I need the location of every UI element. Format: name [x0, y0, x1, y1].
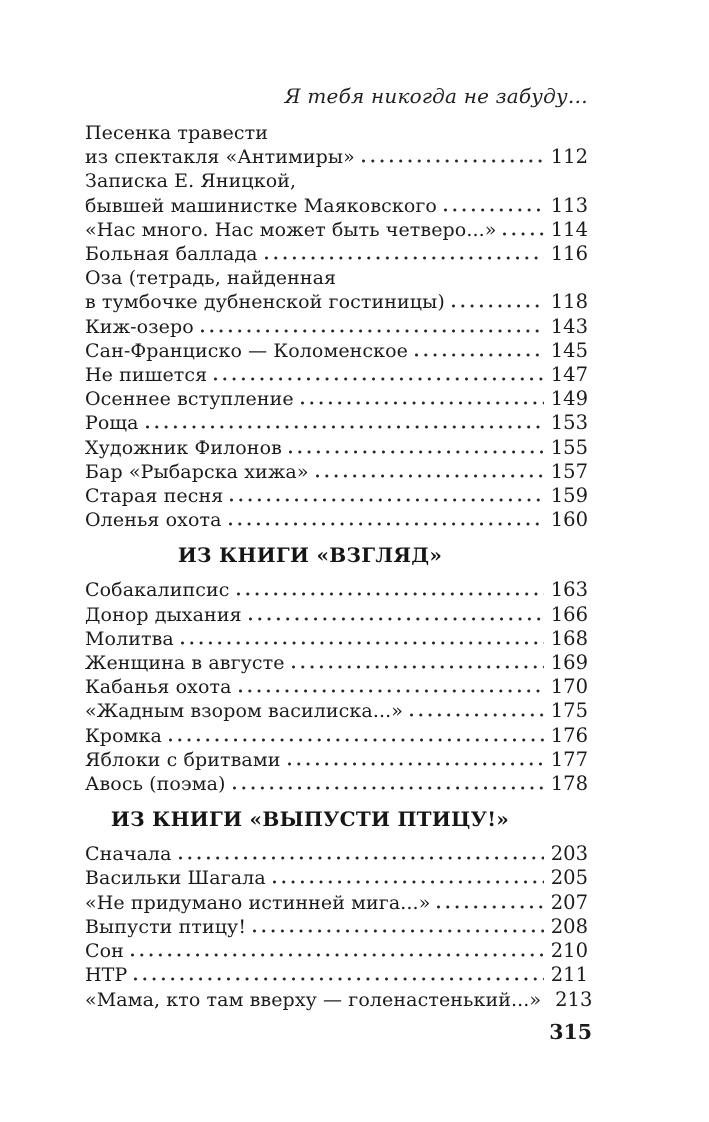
toc-entry-page-number: 170 [550, 675, 588, 699]
toc-entry-page-number: 203 [550, 842, 588, 866]
dot-leader [214, 377, 544, 381]
section-heading: ИЗ КНИГИ «ВЗГЛЯД» [177, 543, 443, 568]
toc-entry-title: бывшей машинистке Маяковского [85, 194, 437, 217]
toc-entry [85, 387, 588, 411]
toc-entry-title: Бар «Рыбарска хижа» [85, 460, 309, 483]
toc-entry-line [85, 411, 588, 435]
toc-entry [85, 915, 588, 939]
toc-entry-title: Художник Филонов [85, 436, 282, 459]
toc-entry [85, 939, 588, 963]
toc-entry-title: Кромка [85, 724, 162, 747]
toc-entry-line [85, 987, 593, 1012]
dot-leader [146, 425, 544, 429]
toc-entry-line [85, 939, 588, 963]
text-block [85, 84, 593, 1012]
toc-entry-page-number: 149 [550, 387, 588, 411]
toc-entry-page-number: 169 [550, 651, 588, 675]
dot-leader [230, 498, 543, 502]
toc-entry [85, 675, 588, 699]
toc-entry [85, 772, 588, 796]
toc-entry-line [85, 363, 588, 387]
toc-entry [85, 460, 588, 484]
toc-entry-title: Оза (тетрадь, найденная [85, 267, 337, 290]
toc-entry [85, 724, 588, 748]
toc-entry-page-number: 155 [550, 435, 588, 459]
toc-entry [85, 891, 588, 915]
toc-entry [85, 987, 593, 1012]
running-header: Я тебя никогда не забуду… [284, 84, 588, 108]
toc-entry-page-number: 116 [550, 242, 588, 266]
toc-entry [85, 169, 588, 217]
dot-leader [437, 905, 543, 909]
toc-entry-page-number: 211 [550, 963, 588, 987]
toc-entry [85, 651, 588, 675]
toc-entry-page-number: 143 [550, 314, 588, 338]
toc-entry-title: Больная баллада [85, 243, 258, 266]
toc-entry-line [85, 121, 588, 145]
toc-entry-title: Молитва [85, 627, 174, 650]
toc-entry [85, 866, 588, 890]
toc-entry-title: Старая песня [85, 485, 224, 508]
dot-leader [249, 617, 544, 621]
toc-entry-line [85, 675, 588, 699]
toc-entry [85, 363, 588, 387]
toc-entry-line [85, 748, 588, 772]
toc-entry-page-number: 114 [550, 217, 588, 241]
toc-entry-title: Киж-озеро [85, 315, 194, 338]
toc-entry-line [85, 578, 588, 602]
toc-entry [85, 508, 588, 532]
dot-leader [292, 665, 544, 669]
toc-entry-page-number: 177 [550, 747, 588, 771]
toc-entry-title: Донор дыхания [85, 603, 242, 626]
toc-entry-page-number: 118 [550, 290, 588, 314]
toc-entry-line [85, 891, 588, 915]
toc-entry-line [85, 724, 588, 748]
toc-entry-line [85, 915, 588, 939]
toc-entry-line [85, 339, 588, 363]
dot-leader [229, 522, 544, 526]
dot-leader [131, 953, 544, 957]
toc-entry-title: Сон [85, 940, 124, 963]
toc-entry [85, 963, 588, 987]
dot-leader [273, 880, 544, 884]
dot-leader [415, 353, 544, 357]
toc-entry-line [85, 603, 588, 627]
toc-entry-page-number: 178 [550, 772, 588, 796]
toc-entry-line [85, 266, 588, 290]
toc-entry [85, 699, 588, 723]
toc-entry-page-number: 147 [550, 363, 588, 387]
toc-entry-line [85, 218, 588, 242]
toc-entry-line [85, 387, 588, 411]
toc-entry-page-number: 166 [550, 602, 588, 626]
dot-leader [301, 401, 544, 405]
toc-entry-page-number: 160 [550, 508, 588, 532]
dot-leader [169, 738, 544, 742]
toc-entry-page-number: 207 [550, 890, 588, 914]
toc-entry [85, 436, 588, 460]
dot-leader [265, 256, 544, 260]
toc-entry-page-number: 159 [550, 484, 588, 508]
toc-entry-title: «Жадным взором василиска...» [85, 700, 403, 723]
toc-entry [85, 578, 588, 602]
toc-entry-page-number: 205 [550, 866, 588, 890]
dot-leader [181, 641, 544, 645]
toc-entry-page-number: 163 [550, 578, 588, 602]
toc-entry-title: Выпусти птицу! [85, 915, 247, 938]
toc-entry-line [85, 460, 588, 484]
dot-leader [237, 592, 544, 596]
toc-entry-page-number: 157 [550, 459, 588, 483]
toc-entry-title: Собакалипсис [85, 579, 230, 602]
dot-leader [362, 159, 544, 163]
toc-entry-page-number: 175 [550, 699, 588, 723]
toc-entry-line [85, 315, 588, 339]
toc-entry-line [85, 842, 588, 866]
toc-entry-page-number: 213 [555, 987, 593, 1011]
toc-entry [85, 339, 588, 363]
toc-entry [85, 627, 588, 651]
toc-entry-line [85, 290, 588, 314]
toc-entry-line [85, 169, 588, 193]
toc-entry-page-number: 168 [550, 626, 588, 650]
toc-entry-line [85, 963, 588, 987]
toc-entry-title: «Мама, кто там вверху — голенастенький...» [85, 988, 542, 1011]
toc-entry-line [85, 436, 588, 460]
toc-entry-page-number: 145 [550, 338, 588, 362]
toc-entry-title: Авось (поэма) [85, 773, 226, 796]
toc-entry-title: Осеннее вступление [85, 388, 294, 411]
dot-leader [316, 474, 544, 478]
toc-entry-title: Записка Е. Яницкой, [85, 170, 297, 193]
toc-entry-line [85, 866, 588, 890]
section-heading: ИЗ КНИГИ «ВЫПУСТИ ПТИЦУ!» [110, 807, 510, 832]
toc-entry-title: Васильки Шагала [85, 867, 266, 890]
toc-entry-title: Кабанья охота [85, 676, 232, 699]
toc-entry-title: в тумбочке дубненской гостиницы) [85, 291, 445, 314]
toc-entry-page-number: 176 [550, 723, 588, 747]
toc-entry-line [85, 651, 588, 675]
toc-entry-title: «Не придумано истинней мига...» [85, 891, 431, 914]
dot-leader [134, 977, 543, 981]
toc-entry-title: Песенка травести [85, 122, 268, 144]
dot-leader [444, 208, 544, 212]
dot-leader [288, 762, 544, 766]
toc-entry [85, 484, 588, 508]
dot-leader [179, 856, 544, 860]
toc-entry-title: Сан-Франциско — Коломенское [85, 339, 409, 362]
toc-entry-page-number: 153 [550, 411, 588, 435]
toc-entry-title: Не пишется [85, 364, 208, 387]
dot-leader [452, 304, 544, 308]
toc-entry-line [85, 194, 588, 218]
toc-entry-title: НТР [85, 964, 128, 987]
toc-entry [85, 218, 588, 242]
toc-entry-title: Женщина в августе [85, 652, 285, 675]
toc-entry-line [85, 627, 588, 651]
dot-leader [239, 689, 544, 693]
toc-entry [85, 842, 588, 866]
toc-entry-line [85, 772, 588, 796]
toc-entry-title: Оленья охота [85, 509, 222, 532]
table-of-contents [85, 121, 593, 1012]
toc-entry [85, 748, 588, 772]
toc-entry-title: «Нас много. Нас может быть четверо...» [85, 218, 497, 241]
toc-entry-title: Роща [85, 412, 139, 435]
toc-entry [85, 411, 588, 435]
page-number: 315 [549, 1020, 592, 1044]
dot-leader [410, 713, 544, 717]
dot-leader [289, 450, 544, 454]
toc-entry-page-number: 112 [550, 145, 588, 169]
toc-entry [85, 266, 588, 314]
dot-leader [233, 786, 544, 790]
toc-entry [85, 242, 588, 266]
dot-leader [253, 929, 544, 933]
toc-entry-title: Сначала [85, 843, 172, 866]
toc-entry-line [85, 484, 588, 508]
dot-leader [201, 329, 544, 333]
toc-entry [85, 603, 588, 627]
dot-leader [503, 232, 543, 236]
toc-entry [85, 315, 588, 339]
toc-entry-line [85, 242, 588, 266]
toc-entry-page-number: 113 [550, 193, 588, 217]
toc-entry-line [85, 508, 588, 532]
toc-entry-line [85, 699, 588, 723]
toc-entry-page-number: 208 [550, 914, 588, 938]
toc-entry-line [85, 145, 588, 169]
toc-entry-title: Яблоки с бритвами [85, 748, 281, 771]
toc-entry-page-number: 210 [550, 939, 588, 963]
toc-entry-title: из спектакля «Антимиры» [85, 146, 355, 169]
toc-entry [85, 121, 588, 169]
